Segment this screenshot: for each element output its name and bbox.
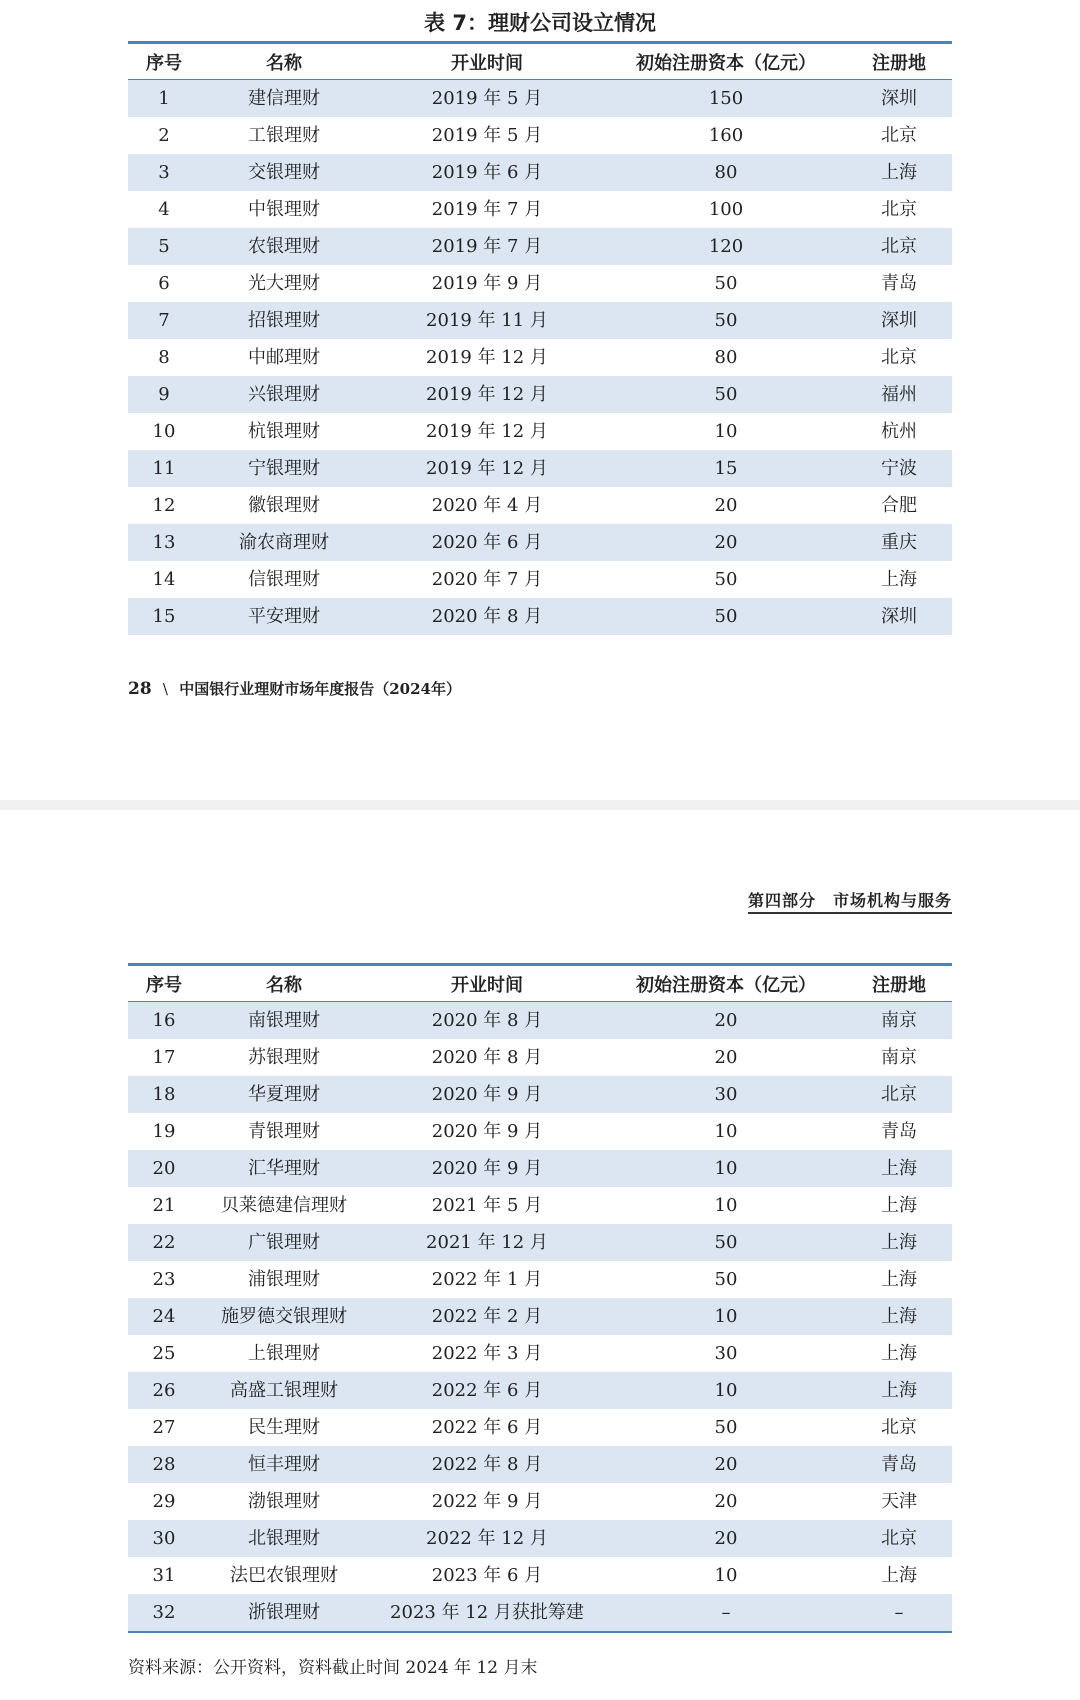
row-name: 恒丰理财 bbox=[200, 1446, 368, 1483]
row-opening-date: 2019 年 12 月 bbox=[368, 376, 606, 413]
row-capital: 50 bbox=[714, 1269, 738, 1290]
row-name: 杭银理财 bbox=[248, 421, 320, 442]
row-capital: 20 bbox=[606, 524, 846, 561]
row-place: 重庆 bbox=[846, 524, 952, 561]
table-row bbox=[128, 302, 952, 339]
table-row bbox=[128, 1224, 952, 1261]
row-capital: 50 bbox=[606, 1224, 846, 1261]
row-name: 浙银理财 bbox=[200, 1594, 368, 1632]
row-name: 渝农商理财 bbox=[200, 524, 368, 561]
table-row bbox=[128, 117, 952, 154]
row-name: 宁银理财 bbox=[200, 450, 368, 487]
row-place: 上海 bbox=[846, 1224, 952, 1261]
row-serial: 14 bbox=[152, 569, 176, 590]
row-serial: 30 bbox=[128, 1520, 200, 1557]
row-place: 北京 bbox=[881, 199, 917, 220]
table-row bbox=[128, 1150, 952, 1187]
table-row bbox=[128, 524, 952, 561]
row-opening-date: 2022 年 6 月 bbox=[431, 1417, 543, 1438]
table-row bbox=[128, 1520, 952, 1557]
row-serial: 9 bbox=[128, 376, 200, 413]
row-capital: – bbox=[606, 1594, 846, 1632]
table-row bbox=[128, 1409, 952, 1446]
row-opening-date: 2023 年 12 月获批筹建 bbox=[368, 1594, 606, 1632]
row-opening-date: 2020 年 8 月 bbox=[368, 1002, 606, 1040]
row-serial: 21 bbox=[152, 1195, 176, 1216]
table-row bbox=[128, 1557, 952, 1594]
row-opening-date: 2020 年 9 月 bbox=[368, 1150, 606, 1187]
table-row bbox=[128, 450, 952, 487]
row-opening-date: 2021 年 5 月 bbox=[431, 1195, 543, 1216]
row-name: 华夏理财 bbox=[200, 1076, 368, 1113]
row-capital: 50 bbox=[714, 569, 738, 590]
row-serial: 1 bbox=[128, 80, 200, 118]
report-page-1 bbox=[0, 0, 1080, 800]
table-row bbox=[128, 1113, 952, 1150]
row-capital: 20 bbox=[606, 1446, 846, 1483]
table-row bbox=[128, 376, 952, 413]
row-place: 上海 bbox=[881, 1343, 917, 1364]
row-name: 高盛工银理财 bbox=[200, 1372, 368, 1409]
row-serial: 31 bbox=[152, 1565, 176, 1586]
row-opening-date: 2021 年 12 月 bbox=[368, 1224, 606, 1261]
row-serial: 27 bbox=[152, 1417, 176, 1438]
row-capital: 20 bbox=[714, 1491, 738, 1512]
row-place: 北京 bbox=[846, 1076, 952, 1113]
row-place: 福州 bbox=[846, 376, 952, 413]
table-row bbox=[128, 154, 952, 191]
table-header-row bbox=[128, 965, 952, 1002]
row-serial: 15 bbox=[128, 598, 200, 635]
row-capital: 50 bbox=[606, 598, 846, 635]
row-name: 工银理财 bbox=[248, 125, 320, 146]
row-opening-date: 2020 年 8 月 bbox=[368, 598, 606, 635]
row-capital: 50 bbox=[606, 302, 846, 339]
page-footer bbox=[128, 678, 461, 699]
section-header: 第四部分 市场机构与服务 bbox=[748, 888, 952, 914]
row-name: 兴银理财 bbox=[200, 376, 368, 413]
row-serial: 5 bbox=[128, 228, 200, 265]
table-row bbox=[128, 1483, 952, 1520]
row-name: 民生理财 bbox=[248, 1417, 320, 1438]
row-opening-date: 2020 年 9 月 bbox=[368, 1076, 606, 1113]
page-gap bbox=[0, 800, 1080, 810]
row-serial: 25 bbox=[152, 1343, 176, 1364]
row-serial: 19 bbox=[152, 1121, 176, 1142]
row-capital: 80 bbox=[606, 154, 846, 191]
row-opening-date: 2022 年 6 月 bbox=[368, 1372, 606, 1409]
row-serial: 16 bbox=[128, 1002, 200, 1040]
row-serial: 26 bbox=[128, 1372, 200, 1409]
row-capital: 30 bbox=[606, 1076, 846, 1113]
row-name: 交银理财 bbox=[200, 154, 368, 191]
table-row bbox=[128, 1372, 952, 1409]
row-capital: 10 bbox=[714, 1565, 738, 1586]
row-serial: 17 bbox=[152, 1047, 176, 1068]
row-opening-date: 2020 年 7 月 bbox=[431, 569, 543, 590]
row-opening-date: 2019 年 12 月 bbox=[426, 347, 548, 368]
row-serial: 29 bbox=[152, 1491, 176, 1512]
table-row bbox=[128, 265, 952, 302]
row-place: 南京 bbox=[846, 1002, 952, 1040]
table-body-part-1 bbox=[128, 80, 952, 636]
row-serial: 11 bbox=[128, 450, 200, 487]
row-capital: 10 bbox=[606, 1298, 846, 1335]
row-opening-date: 2022 年 9 月 bbox=[431, 1491, 543, 1512]
row-name: 法巴农银理财 bbox=[230, 1565, 338, 1586]
row-place: 青岛 bbox=[881, 1121, 917, 1142]
row-serial: 4 bbox=[158, 199, 170, 220]
table-row bbox=[128, 413, 952, 450]
wealth-company-table-part-2 bbox=[128, 963, 952, 1633]
row-capital: 50 bbox=[714, 273, 738, 294]
row-place: 合肥 bbox=[881, 495, 917, 516]
row-capital: 50 bbox=[606, 376, 846, 413]
row-name: 光大理财 bbox=[248, 273, 320, 294]
row-capital: 120 bbox=[606, 228, 846, 265]
row-name: 信银理财 bbox=[248, 569, 320, 590]
row-name: 北银理财 bbox=[200, 1520, 368, 1557]
row-serial: 10 bbox=[152, 421, 176, 442]
row-place: 杭州 bbox=[881, 421, 917, 442]
row-name: 平安理财 bbox=[200, 598, 368, 635]
report-page-2 bbox=[0, 810, 1080, 1700]
row-name: 建信理财 bbox=[200, 80, 368, 118]
row-name: 农银理财 bbox=[200, 228, 368, 265]
table-row bbox=[128, 80, 952, 118]
row-serial: 28 bbox=[128, 1446, 200, 1483]
row-name: 浦银理财 bbox=[248, 1269, 320, 1290]
row-capital: 20 bbox=[606, 1002, 846, 1040]
row-serial: 13 bbox=[128, 524, 200, 561]
row-name: 中邮理财 bbox=[248, 347, 320, 368]
row-place: 上海 bbox=[846, 154, 952, 191]
row-opening-date: 2020 年 9 月 bbox=[431, 1121, 543, 1142]
row-place: 青岛 bbox=[846, 1446, 952, 1483]
row-name: 上银理财 bbox=[248, 1343, 320, 1364]
column-header-name: 名称 bbox=[200, 43, 368, 80]
source-note: 资料来源：公开资料，资料截止时间 2024 年 12 月末 bbox=[128, 1658, 538, 1678]
row-name: 招银理财 bbox=[200, 302, 368, 339]
row-place: 上海 bbox=[881, 1195, 917, 1216]
row-capital: 10 bbox=[714, 421, 738, 442]
row-serial: 18 bbox=[128, 1076, 200, 1113]
row-capital: 20 bbox=[606, 1520, 846, 1557]
column-header-opening-date: 开业时间 bbox=[368, 43, 606, 80]
row-place: – bbox=[846, 1594, 952, 1632]
table-row bbox=[128, 1261, 952, 1298]
row-place: 宁波 bbox=[846, 450, 952, 487]
row-opening-date: 2020 年 8 月 bbox=[431, 1047, 543, 1068]
row-opening-date: 2020 年 6 月 bbox=[368, 524, 606, 561]
row-place: 上海 bbox=[846, 1150, 952, 1187]
row-place: 北京 bbox=[846, 228, 952, 265]
row-place: 北京 bbox=[881, 347, 917, 368]
column-header-name: 名称 bbox=[200, 965, 368, 1002]
row-place: 深圳 bbox=[846, 598, 952, 635]
row-opening-date: 2022 年 2 月 bbox=[368, 1298, 606, 1335]
table-row bbox=[128, 1594, 952, 1632]
row-capital: 80 bbox=[714, 347, 738, 368]
column-header-registered-capital: 初始注册资本（亿元） bbox=[606, 965, 846, 1002]
table-row bbox=[128, 561, 952, 598]
row-capital: 50 bbox=[714, 1417, 738, 1438]
row-capital: 10 bbox=[714, 1195, 738, 1216]
row-place: 上海 bbox=[881, 1269, 917, 1290]
row-serial: 22 bbox=[128, 1224, 200, 1261]
table-row bbox=[128, 1039, 952, 1076]
row-serial: 8 bbox=[158, 347, 170, 368]
column-header-opening-date: 开业时间 bbox=[368, 965, 606, 1002]
column-header-registered-place: 注册地 bbox=[846, 965, 952, 1002]
row-name: 贝莱德建信理财 bbox=[221, 1195, 347, 1216]
row-name: 汇华理财 bbox=[200, 1150, 368, 1187]
row-serial: 24 bbox=[128, 1298, 200, 1335]
table-row bbox=[128, 1298, 952, 1335]
row-serial: 6 bbox=[158, 273, 170, 294]
row-opening-date: 2019 年 6 月 bbox=[368, 154, 606, 191]
row-place: 上海 bbox=[846, 1372, 952, 1409]
table-row bbox=[128, 339, 952, 376]
row-opening-date: 2019 年 11 月 bbox=[368, 302, 606, 339]
row-name: 渤银理财 bbox=[248, 1491, 320, 1512]
row-name: 中银理财 bbox=[248, 199, 320, 220]
row-serial: 12 bbox=[152, 495, 176, 516]
row-capital: 150 bbox=[606, 80, 846, 118]
table-row bbox=[128, 1335, 952, 1372]
column-header-serial: 序号 bbox=[128, 43, 200, 80]
table-row bbox=[128, 228, 952, 265]
row-opening-date: 2019 年 5 月 bbox=[431, 125, 543, 146]
table-row bbox=[128, 1002, 952, 1040]
row-name: 苏银理财 bbox=[248, 1047, 320, 1068]
row-place: 天津 bbox=[881, 1491, 917, 1512]
row-capital: 100 bbox=[708, 199, 744, 220]
report-title: 中国银行业理财市场年度报告（2024年） bbox=[179, 680, 461, 698]
row-capital: 20 bbox=[714, 495, 738, 516]
row-opening-date: 2019 年 12 月 bbox=[426, 421, 548, 442]
column-header-registered-place: 注册地 bbox=[846, 43, 952, 80]
table-row bbox=[128, 1076, 952, 1113]
row-serial: 3 bbox=[128, 154, 200, 191]
row-opening-date: 2019 年 9 月 bbox=[431, 273, 543, 294]
row-place: 青岛 bbox=[881, 273, 917, 294]
row-capital: 10 bbox=[606, 1372, 846, 1409]
table-header-row bbox=[128, 43, 952, 80]
row-name: 徽银理财 bbox=[248, 495, 320, 516]
row-place: 上海 bbox=[881, 569, 917, 590]
table-row bbox=[128, 598, 952, 635]
table-title: 表 7：理财公司设立情况 bbox=[424, 11, 656, 35]
row-place: 北京 bbox=[881, 1417, 917, 1438]
row-place: 北京 bbox=[846, 1520, 952, 1557]
row-opening-date: 2022 年 3 月 bbox=[431, 1343, 543, 1364]
row-capital: 160 bbox=[708, 125, 744, 146]
row-place: 深圳 bbox=[846, 80, 952, 118]
row-opening-date: 2022 年 12 月 bbox=[368, 1520, 606, 1557]
row-opening-date: 2019 年 5 月 bbox=[368, 80, 606, 118]
table-row bbox=[128, 1187, 952, 1224]
table-body-part-2 bbox=[128, 1002, 952, 1633]
table-row bbox=[128, 1446, 952, 1483]
row-serial: 23 bbox=[152, 1269, 176, 1290]
row-opening-date: 2023 年 6 月 bbox=[431, 1565, 543, 1586]
row-opening-date: 2022 年 8 月 bbox=[368, 1446, 606, 1483]
row-capital: 10 bbox=[714, 1121, 738, 1142]
footer-separator: \ bbox=[162, 680, 168, 698]
row-serial: 20 bbox=[128, 1150, 200, 1187]
row-name: 南银理财 bbox=[200, 1002, 368, 1040]
table-row bbox=[128, 191, 952, 228]
row-capital: 10 bbox=[606, 1150, 846, 1187]
row-name: 施罗德交银理财 bbox=[200, 1298, 368, 1335]
column-header-registered-capital: 初始注册资本（亿元） bbox=[606, 43, 846, 80]
row-place: 上海 bbox=[881, 1565, 917, 1586]
row-opening-date: 2019 年 12 月 bbox=[368, 450, 606, 487]
row-name: 青银理财 bbox=[248, 1121, 320, 1142]
row-opening-date: 2019 年 7 月 bbox=[368, 228, 606, 265]
row-place: 深圳 bbox=[846, 302, 952, 339]
row-capital: 20 bbox=[714, 1047, 738, 1068]
row-capital: 15 bbox=[606, 450, 846, 487]
row-capital: 30 bbox=[714, 1343, 738, 1364]
row-opening-date: 2019 年 7 月 bbox=[431, 199, 543, 220]
column-header-serial: 序号 bbox=[128, 965, 200, 1002]
row-name: 广银理财 bbox=[200, 1224, 368, 1261]
page-number: 28 bbox=[128, 679, 152, 699]
row-opening-date: 2020 年 4 月 bbox=[431, 495, 543, 516]
row-opening-date: 2022 年 1 月 bbox=[431, 1269, 543, 1290]
row-serial: 7 bbox=[128, 302, 200, 339]
wealth-company-table-part-1 bbox=[128, 41, 952, 635]
row-serial: 2 bbox=[158, 125, 170, 146]
row-place: 北京 bbox=[881, 125, 917, 146]
row-place: 上海 bbox=[846, 1298, 952, 1335]
row-place: 南京 bbox=[881, 1047, 917, 1068]
row-serial: 32 bbox=[128, 1594, 200, 1632]
table-row bbox=[128, 487, 952, 524]
